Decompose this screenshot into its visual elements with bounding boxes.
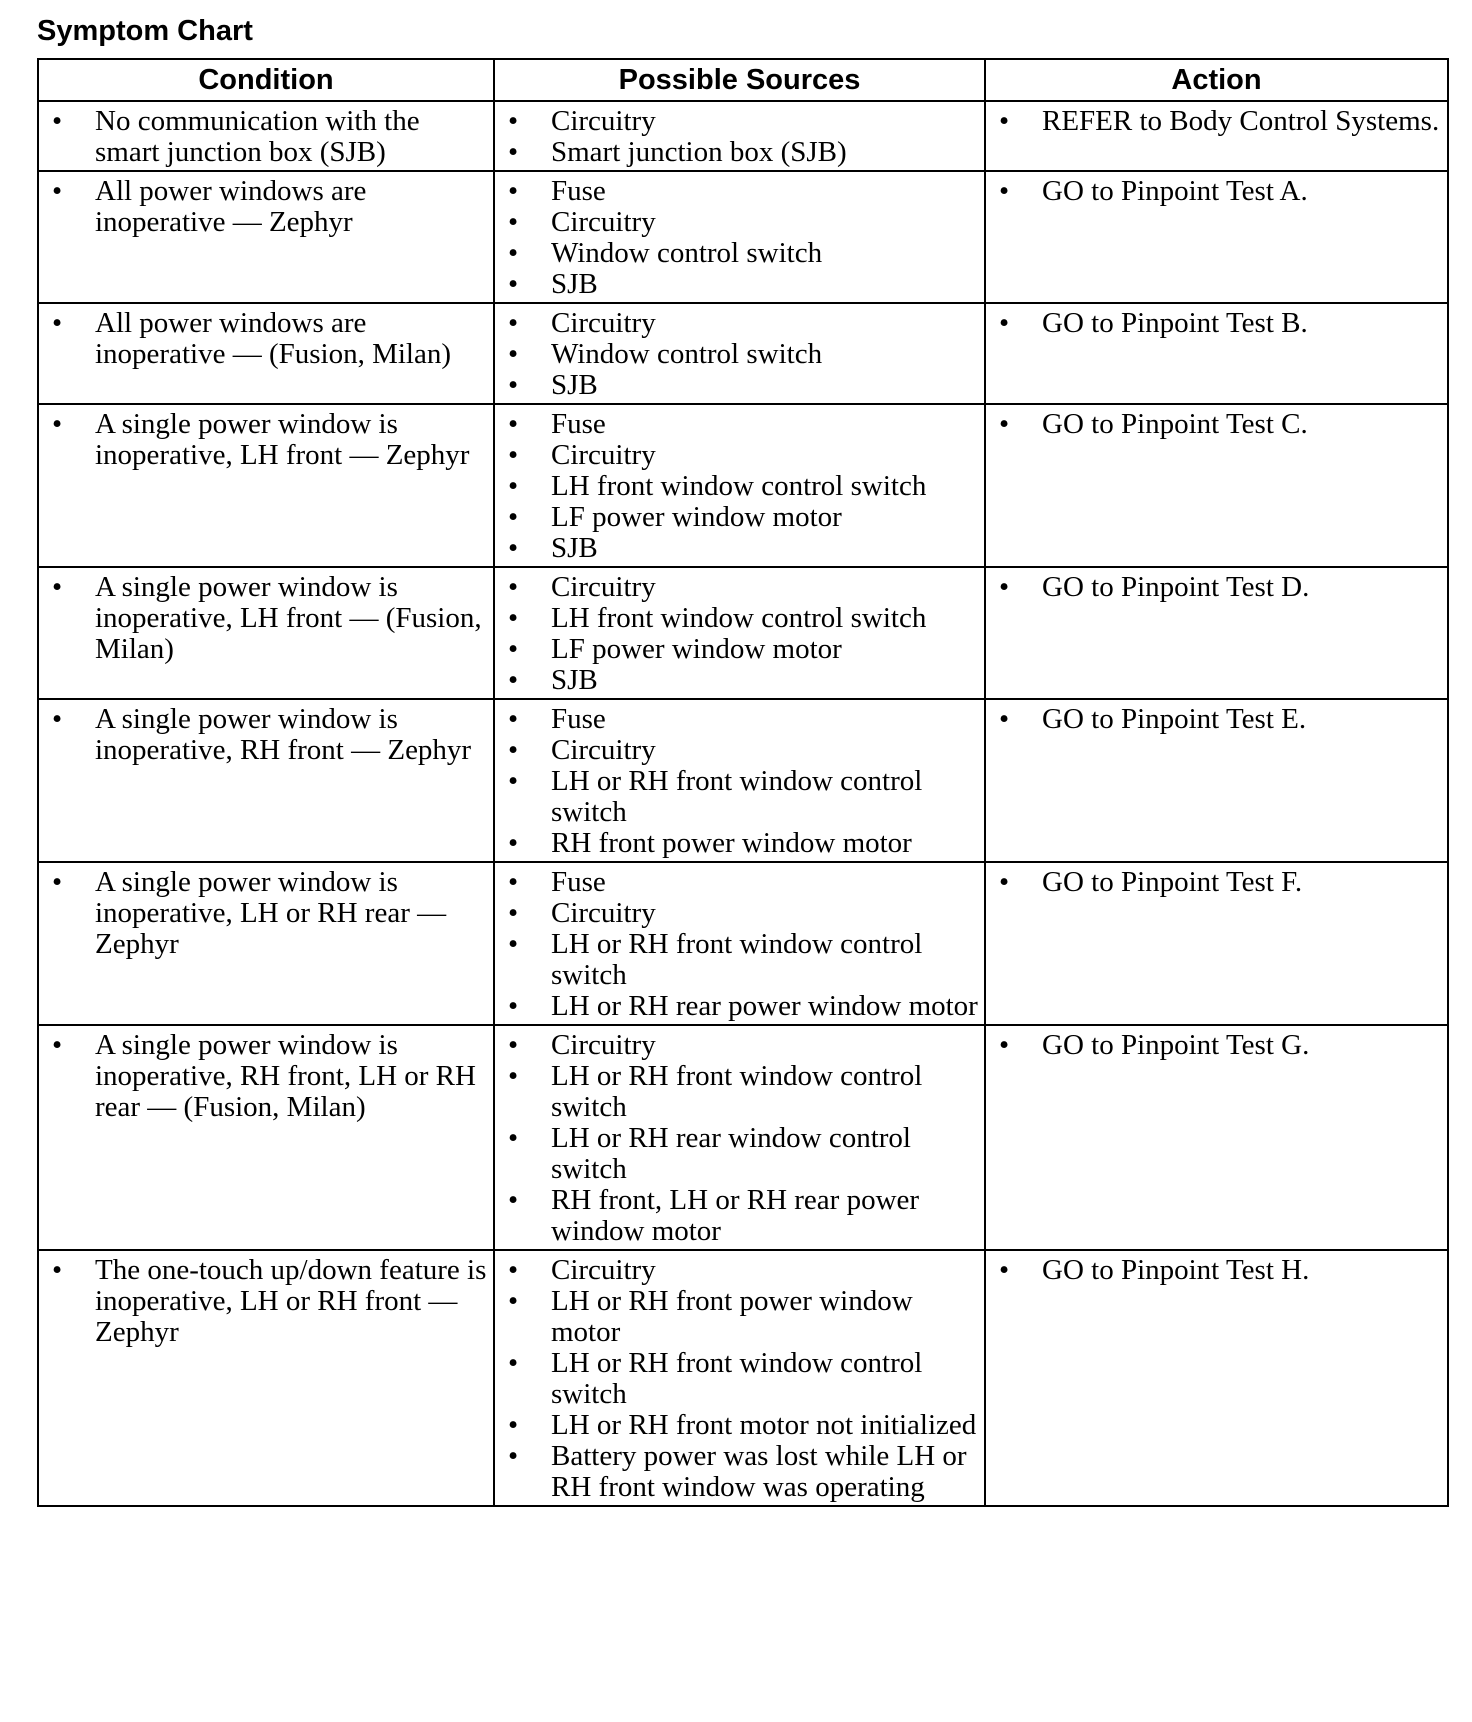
bullet-item: • LH or RH rear window control switch <box>495 1123 978 1185</box>
condition-cell <box>38 404 494 567</box>
bullet-list <box>495 572 978 696</box>
action-cell <box>985 699 1448 862</box>
bullet-list <box>39 704 487 766</box>
table-row <box>38 1250 1448 1506</box>
bullet-item: • A single power window is inoperative, LH or RH rear — Zephyr <box>39 867 487 960</box>
bullet-item: • Circuitry <box>495 207 978 238</box>
bullet-item: • LH front window control switch <box>495 471 978 502</box>
bullet-item: • Circuitry <box>495 1255 978 1286</box>
bullet-item: • GO to Pinpoint Test H. <box>986 1255 1441 1286</box>
condition-cell <box>38 862 494 1025</box>
bullet-item: • SJB <box>495 533 978 564</box>
action-cell <box>985 171 1448 303</box>
bullet-item: • Circuitry <box>495 735 978 766</box>
action-cell <box>985 862 1448 1025</box>
bullet-list <box>39 1255 487 1348</box>
document-page <box>37 10 1447 1507</box>
bullet-item: • Fuse <box>495 176 978 207</box>
possible-sources-cell <box>494 101 985 171</box>
bullet-list <box>39 409 487 471</box>
bullet-list <box>495 409 978 564</box>
action-cell <box>985 567 1448 699</box>
bullet-item: • GO to Pinpoint Test B. <box>986 308 1441 339</box>
possible-sources-cell <box>494 699 985 862</box>
table-row <box>38 862 1448 1025</box>
bullet-list <box>495 308 978 401</box>
bullet-item: • Circuitry <box>495 106 978 137</box>
bullet-list <box>495 1255 978 1503</box>
bullet-item: • A single power window is inoperative, LH front — Zephyr <box>39 409 487 471</box>
bullet-list <box>39 176 487 238</box>
condition-cell <box>38 1250 494 1506</box>
possible-sources-cell <box>494 862 985 1025</box>
bullet-item: • Window control switch <box>495 238 978 269</box>
bullet-item: • A single power window is inoperative, LH front — (Fusion, Milan) <box>39 572 487 665</box>
chart-title: Symptom Chart <box>37 15 253 47</box>
bullet-item: • RH front power window motor <box>495 828 978 859</box>
table-body <box>38 101 1448 1506</box>
bullet-list <box>986 409 1441 440</box>
bullet-list <box>495 867 978 1022</box>
bullet-item: • No communication with the smart junction box (SJB) <box>39 106 487 168</box>
bullet-item: • SJB <box>495 269 978 300</box>
bullet-item: • SJB <box>495 665 978 696</box>
possible-sources-cell <box>494 1025 985 1250</box>
action-cell <box>985 101 1448 171</box>
bullet-list <box>986 1255 1441 1286</box>
bullet-list <box>39 106 487 168</box>
bullet-item: • Circuitry <box>495 572 978 603</box>
bullet-item: • All power windows are inoperative — (Fusion, Milan) <box>39 308 487 370</box>
bullet-list <box>986 106 1441 137</box>
bullet-list <box>39 1030 487 1123</box>
bullet-list <box>986 704 1441 735</box>
bullet-item: • LH or RH rear power window motor <box>495 991 978 1022</box>
bullet-item: • LH or RH front window control switch <box>495 1348 978 1410</box>
bullet-item: • All power windows are inoperative — Zephyr <box>39 176 487 238</box>
bullet-item: • GO to Pinpoint Test A. <box>986 176 1441 207</box>
condition-cell <box>38 699 494 862</box>
condition-cell <box>38 101 494 171</box>
bullet-list <box>39 867 487 960</box>
bullet-list <box>986 1030 1441 1061</box>
bullet-item: • REFER to Body Control Systems. <box>986 106 1441 137</box>
bullet-item: • LF power window motor <box>495 634 978 665</box>
table-row <box>38 101 1448 171</box>
table-row <box>38 567 1448 699</box>
table-row <box>38 1025 1448 1250</box>
bullet-item: • Fuse <box>495 704 978 735</box>
bullet-list <box>986 308 1441 339</box>
condition-cell <box>38 171 494 303</box>
bullet-list <box>495 176 978 300</box>
bullet-item: • LH or RH front power window motor <box>495 1286 978 1348</box>
bullet-list <box>39 308 487 370</box>
bullet-item: • Circuitry <box>495 1030 978 1061</box>
table-row <box>38 171 1448 303</box>
bullet-item: • Circuitry <box>495 898 978 929</box>
bullet-item: • SJB <box>495 370 978 401</box>
column-header-possible-sources: Possible Sources <box>494 59 985 101</box>
possible-sources-cell <box>494 404 985 567</box>
bullet-item: • Fuse <box>495 867 978 898</box>
action-cell <box>985 303 1448 404</box>
bullet-item: • A single power window is inoperative, RH front, LH or RH rear — (Fusion, Milan) <box>39 1030 487 1123</box>
possible-sources-cell <box>494 303 985 404</box>
bullet-list <box>986 867 1441 898</box>
condition-cell <box>38 1025 494 1250</box>
bullet-list <box>495 1030 978 1247</box>
possible-sources-cell <box>494 171 985 303</box>
bullet-item: • Fuse <box>495 409 978 440</box>
bullet-item: • GO to Pinpoint Test C. <box>986 409 1441 440</box>
bullet-item: • LH or RH front motor not initialized <box>495 1410 978 1441</box>
bullet-item: • GO to Pinpoint Test E. <box>986 704 1441 735</box>
bullet-item: • Smart junction box (SJB) <box>495 137 978 168</box>
bullet-item: • GO to Pinpoint Test G. <box>986 1030 1441 1061</box>
action-cell <box>985 1025 1448 1250</box>
condition-cell <box>38 303 494 404</box>
bullet-item: • GO to Pinpoint Test D. <box>986 572 1441 603</box>
table-row <box>38 404 1448 567</box>
bullet-list <box>986 572 1441 603</box>
bullet-item: • Window control switch <box>495 339 978 370</box>
column-header-condition: Condition <box>38 59 494 101</box>
action-cell <box>985 404 1448 567</box>
table-row <box>38 303 1448 404</box>
bullet-item: • LF power window motor <box>495 502 978 533</box>
bullet-item: • LH or RH front window control switch <box>495 929 978 991</box>
bullet-list <box>495 704 978 859</box>
bullet-item: • LH or RH front window control switch <box>495 766 978 828</box>
symptom-table <box>37 58 1449 1507</box>
condition-cell <box>38 567 494 699</box>
bullet-item: • LH or RH front window control switch <box>495 1061 978 1123</box>
header-row <box>38 59 1448 101</box>
bullet-item: • Circuitry <box>495 440 978 471</box>
bullet-list <box>986 176 1441 207</box>
bullet-item: • LH front window control switch <box>495 603 978 634</box>
bullet-item: • A single power window is inoperative, RH front — Zephyr <box>39 704 487 766</box>
bullet-list <box>495 106 978 168</box>
column-header-action: Action <box>985 59 1448 101</box>
action-cell <box>985 1250 1448 1506</box>
bullet-list <box>39 572 487 665</box>
bullet-item: • RH front, LH or RH rear power window motor <box>495 1185 978 1247</box>
bullet-item: • Battery power was lost while LH or RH front window was operating <box>495 1441 978 1503</box>
bullet-item: • The one-touch up/down feature is inoperative, LH or RH front — Zephyr <box>39 1255 487 1348</box>
bullet-item: • Circuitry <box>495 308 978 339</box>
bullet-item: • GO to Pinpoint Test F. <box>986 867 1441 898</box>
table-row <box>38 699 1448 862</box>
possible-sources-cell <box>494 1250 985 1506</box>
possible-sources-cell <box>494 567 985 699</box>
